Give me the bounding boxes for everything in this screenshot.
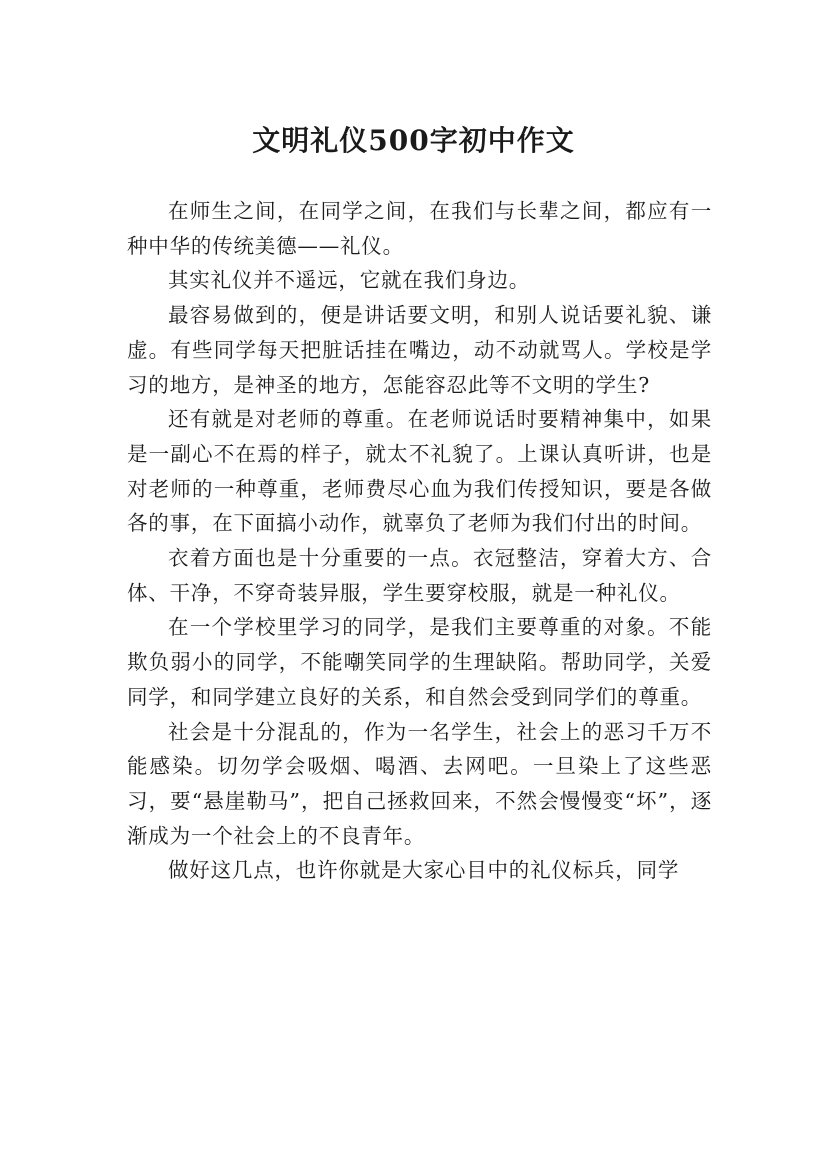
document-title: 文明礼仪500字初中作文	[252, 123, 575, 157]
document-body	[127, 194, 712, 888]
paragraph: 做好这几点，也许你就是大家心目中的礼仪标兵，同学	[168, 858, 680, 883]
paragraph: 在一个学校里学习的同学，是我们主要尊重的对象。不能欺负弱小的同学，不能嘲笑同学的生理缺陷。帮助同学，关爱同学，和同学建立良好的关系，和自然会受到同学们的尊重。	[127, 615, 712, 709]
paragraph: 在师生之间，在同学之间，在我们与长辈之间，都应有一种中华的传统美德——礼仪。	[127, 199, 712, 258]
paragraph: 其实礼仪并不遥远，它就在我们身边。	[168, 268, 531, 293]
paragraph: 社会是十分混乱的，作为一名学生，社会上的恶习千万不能感染。切勿学会吸烟、喝酒、去网吧。一旦染上了这些恶习，要“悬崖勒马”，把自己拯救回来，不然会慢慢变“坏”，逐渐成为一个社会上的不良青年。	[127, 719, 712, 848]
paragraph: 最容易做到的，便是讲话要文明，和别人说话要礼貌、谦虚。有些同学每天把脏话挂在嘴边，动不动就骂人。学校是学习的地方，是神圣的地方，怎能容忍此等不文明的学生?	[127, 303, 712, 397]
paragraph: 还有就是对老师的尊重。在老师说话时要精神集中，如果是一副心不在焉的样子，就太不礼貌了。上课认真听讲，也是对老师的一种尊重，老师费尽心血为我们传授知识，要是各做各的事，在下面搞小动作，就辜负了老师为我们付出的时间。	[127, 407, 712, 536]
paragraph: 衣着方面也是十分重要的一点。衣冠整洁，穿着大方、合体、干净，不穿奇装异服，学生要穿校服，就是一种礼仪。	[127, 546, 712, 605]
